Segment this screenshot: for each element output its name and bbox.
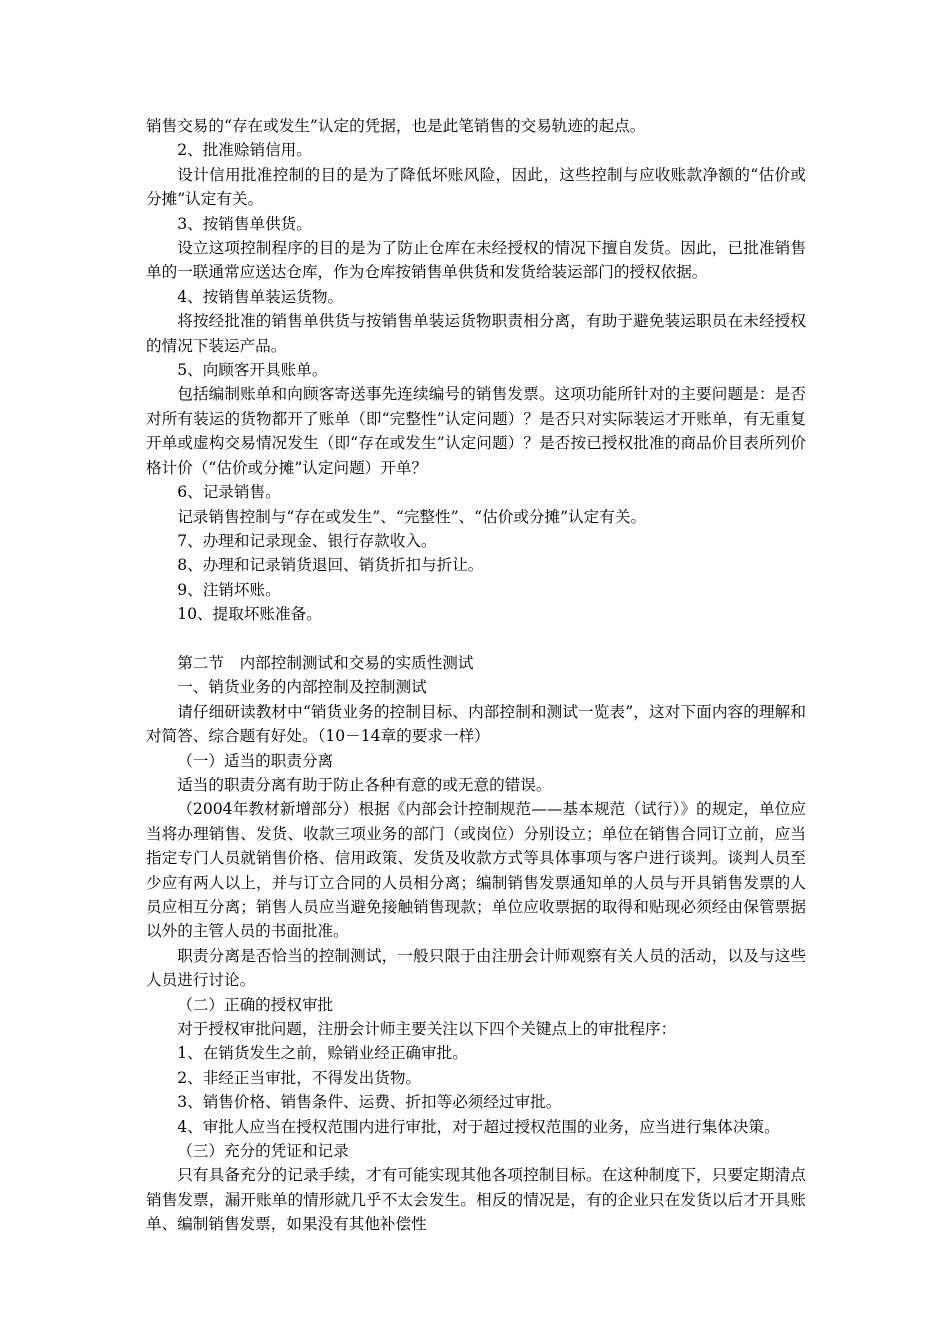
paragraph: 4、审批人应当在授权范围内进行审批，对于超过授权范围的业务，应当进行集体决策。	[177, 1117, 780, 1136]
paragraph: 设立这项控制程序的目的是为了防止仓库在未经授权的情况下擅自发货。因此，已批准销售单的一联通常应送达仓库，作为仓库按销售单供货和发货给装运部门的授权依据。	[146, 239, 806, 282]
paragraph: （一）适当的职责分离	[177, 751, 334, 770]
paragraph: 销售交易的“存在或发生”认定的凭据，也是此笔销售的交易轨迹的起点。	[146, 117, 646, 135]
paragraph: 3、销售价格、销售条件、运费、折扣等必须经过审批。	[177, 1093, 562, 1112]
paragraph: （三）充分的凭证和记录	[177, 1142, 349, 1161]
paragraph: 一、销货业务的内部控制及控制测试	[177, 678, 427, 697]
paragraph: 10、提取坏账准备。	[177, 605, 322, 624]
paragraph: 记录销售控制与“存在或发生”、“完整性”、“估价或分摊”认定有关。	[177, 507, 647, 526]
paragraph: 5、向顾客开具账单。	[177, 361, 328, 380]
blank-line	[146, 627, 806, 651]
paragraph: 2、批准赊销信用。	[177, 141, 312, 160]
paragraph: 第二节 内部控制测试和交易的实质性测试	[177, 653, 474, 672]
document-body	[146, 114, 806, 1237]
paragraph: 只有具备充分的记录手续，才有可能实现其他各项控制目标。在这种制度下，只要定期清点销售发票，漏开账单的情形就几乎不太会发生。相反的情况是，有的企业只在发货以后才开具账单、编制销售发票，如果没有其他补偿性	[146, 1166, 806, 1234]
paragraph: 将按经批准的销售单供货与按销售单装运货物职责相分离，有助于避免装运职员在未经授权的情况下装运产品。	[146, 312, 806, 355]
paragraph: （2004年教材新增部分）根据《内部会计控制规范——基本规范（试行）》的规定，单位应当将办理销售、发货、收款三项业务的部门（或岗位）分别设立；单位在销售合同订立前，应当指定专门人员就销售价格、信用政策、发货及收款方式等具体事项与客户进行谈判。谈判人员至少应有两人以上，并与订立合同的人员相分离；编制销售发票通知单的人员与开具销售发票的人员应相互分离；销售人员应当避免接触销售现款；单位应收票据的取得和贴现必须经由保管票据以外的主管人员的书面批准。	[146, 800, 806, 941]
paragraph: 请仔细研读教材中“销货业务的控制目标、内部控制和测试一览表”，这对下面内容的理解和对简答、综合题有好处。（10－14章的要求一样）	[146, 702, 806, 746]
paragraph: （二）正确的授权审批	[177, 995, 334, 1014]
paragraph: 适当的职责分离有助于防止各种有意的或无意的错误。	[177, 775, 552, 794]
paragraph: 9、注销坏账。	[177, 580, 281, 599]
paragraph: 2、非经正当审批，不得发出货物。	[177, 1068, 422, 1087]
paragraph: 6、记录销售。	[177, 483, 281, 502]
paragraph: 设计信用批准控制的目的是为了降低坏账风险，因此，这些控制与应收账款净额的“估价或分摊”认定有关。	[146, 165, 806, 209]
paragraph: 7、办理和记录现金、银行存款收入。	[177, 531, 437, 550]
paragraph: 1、在销货发生之前，赊销业经正确审批。	[177, 1044, 468, 1063]
paragraph: 8、办理和记录销货退回、销货折扣与折让。	[177, 556, 484, 575]
paragraph: 对于授权审批问题，注册会计师主要关注以下四个关键点上的审批程序：	[177, 1020, 677, 1039]
paragraph: 3、按销售单供货。	[177, 214, 312, 233]
paragraph: 包括编制账单和向顾客寄送事先连续编号的销售发票。这项功能所针对的主要问题是：是否对所有装运的货物都开了账单（即“完整性”认定问题）？是否只对实际装运才开账单，有无重复开单或虚构交易情况发生（即“存在或发生”认定问题）？是否按已授权批准的商品价目表所列价格计价（“估价或分摊”认定问题）开单？	[146, 385, 806, 477]
paragraph: 职责分离是否恰当的控制测试，一般只限于由注册会计师观察有关人员的活动，以及与这些人员进行讨论。	[146, 946, 806, 990]
paragraph: 4、按销售单装运货物。	[177, 287, 344, 306]
